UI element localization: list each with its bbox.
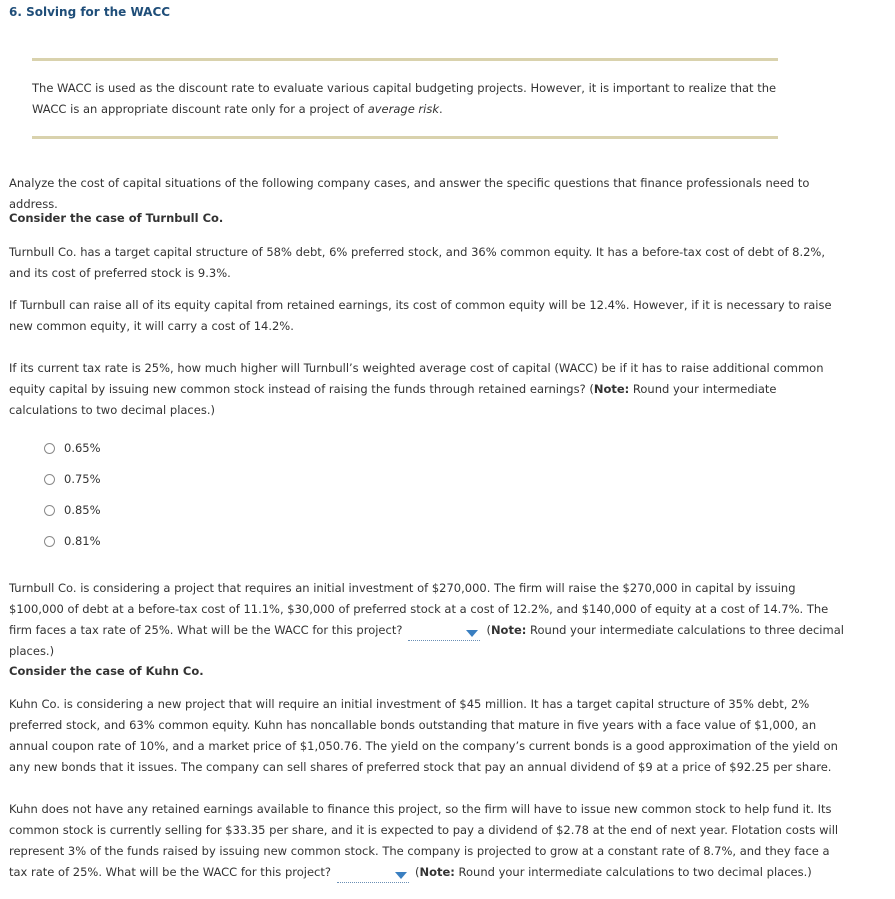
option-label: 0.75% bbox=[64, 472, 101, 486]
option-label: 0.65% bbox=[64, 441, 101, 455]
kuhn-question-text: Kuhn does not have any retained earnings available to finance this project, so the firm will have to issue new common stock to help fund it. Its common stock is currently selling for $33.35 per share, and it is expected to pay a dividend of $2.78 at the end of next year. Flotation costs will represent 3% of the funds raised by issuing new common stock. The company is projected to grow at a constant rate of 8.7%, and they face a tax rate of 25%. What will be the WACC for this project? bbox=[9, 802, 839, 879]
note-label: Note: bbox=[593, 382, 630, 396]
answer-option-2[interactable] bbox=[44, 472, 101, 486]
kuhn-wacc-dropdown[interactable] bbox=[337, 868, 409, 883]
callout-bottom-rule bbox=[32, 136, 778, 139]
note-text: Round your intermediate calculations to two decimal places.) bbox=[454, 865, 812, 879]
radio-button[interactable] bbox=[44, 505, 55, 516]
callout-text-main: The WACC is used as the discount rate to evaluate various capital budgeting projects. However, it is important to realize that the WACC is an appropriate discount rate only for a project of bbox=[32, 81, 777, 116]
radio-button[interactable] bbox=[44, 474, 55, 485]
callout-emphasis: average risk bbox=[367, 102, 439, 116]
turnbull-question-2 bbox=[9, 578, 844, 662]
note-text: Round your intermediate calculations to three decimal places.) bbox=[9, 623, 844, 658]
paren: ( bbox=[414, 865, 420, 879]
turnbull-heading: Consider the case of Turnbull Co. bbox=[9, 211, 224, 225]
turnbull-wacc-dropdown[interactable] bbox=[408, 626, 480, 641]
intro-paragraph: Analyze the cost of capital situations of the following company cases, and answer the specific questions that finance professionals need to address. bbox=[9, 176, 810, 211]
note-text: Round your intermediate calculations to two decimal places.) bbox=[9, 382, 777, 417]
option-label: 0.85% bbox=[64, 503, 101, 517]
callout-top-rule bbox=[32, 58, 778, 61]
chevron-down-icon[interactable] bbox=[466, 630, 478, 637]
turnbull-paragraph-1: Turnbull Co. has a target capital structure of 58% debt, 6% preferred stock, and 36% common equity. It has a before-tax cost of debt of 8.2%, and its cost of preferred stock is 9.3%. bbox=[9, 245, 826, 280]
note-label: Note: bbox=[490, 623, 527, 637]
kuhn-paragraph-2 bbox=[9, 799, 844, 883]
note-label: Note: bbox=[419, 865, 455, 879]
callout-text bbox=[32, 78, 782, 120]
question-2-text: Turnbull Co. is considering a project that requires an initial investment of $270,000. The firm will raise the $270,000 in capital by issuing $100,000 of debt at a before-tax cost of 11.1%, $30,000 of preferred stock at a cost of 12.2%, and $140,000 of equity at a cost of 14.7%. The firm faces a tax rate of 25%. What will be the WACC for this project? bbox=[9, 581, 829, 637]
chevron-down-icon[interactable] bbox=[395, 872, 407, 879]
radio-button[interactable] bbox=[44, 536, 55, 547]
radio-button[interactable] bbox=[44, 443, 55, 454]
page-title: 6. Solving for the WACC bbox=[9, 5, 171, 19]
kuhn-paragraph-1: Kuhn Co. is considering a new project that will require an initial investment of $45 million. It has a target capital structure of 35% debt, 2% preferred stock, and 63% common equity. Kuhn has noncallable bonds outstanding that mature in five years with a face value of $1,000, an annual coupon rate of 10%, and a market price of $1,050.76. The yield on the company’s current bonds is a good approximation of the yield on any new bonds that it issues. The company can sell shares of preferred stock that pay an annual dividend of $9 at a price of $92.25 per share. bbox=[9, 697, 838, 774]
turnbull-question-1 bbox=[9, 358, 844, 421]
option-label: 0.81% bbox=[64, 534, 101, 548]
answer-option-3[interactable] bbox=[44, 503, 101, 517]
answer-option-4[interactable] bbox=[44, 534, 101, 548]
question-1-text: If its current tax rate is 25%, how much higher will Turnbull’s weighted average cost of capital (WACC) be if it has to raise additional common equity capital by issuing new common stock instead of raising the funds through retained earnings? ( bbox=[9, 361, 824, 396]
kuhn-heading: Consider the case of Kuhn Co. bbox=[9, 664, 204, 678]
callout-period: . bbox=[439, 102, 443, 116]
turnbull-paragraph-2: If Turnbull can raise all of its equity capital from retained earnings, its cost of common equity will be 12.4%. However, if it is necessary to raise new common equity, it will carry a cost of 14.2%. bbox=[9, 298, 832, 333]
answer-option-1[interactable] bbox=[44, 441, 101, 455]
paren: ( bbox=[486, 623, 491, 637]
